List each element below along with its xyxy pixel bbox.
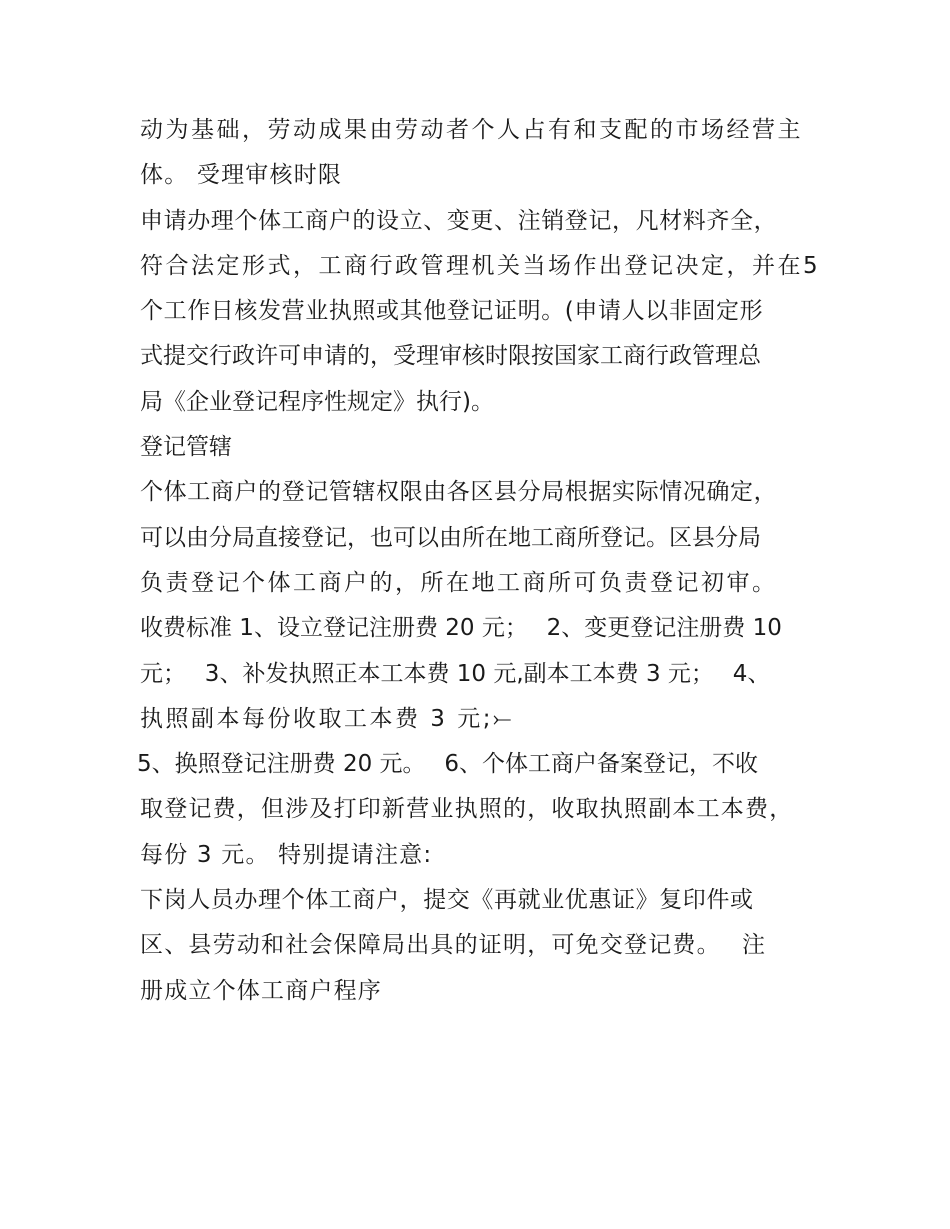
text-line: 5、换照登记注册费 20 元。 6、个体工商户备案登记，不收 [137, 751, 758, 778]
text-line: 执照副本每份收取工本费 3 元;⤚ [140, 705, 514, 732]
text-line: 可以由分局直接登记，也可以由所在地工商所登记。区县分局 [140, 524, 761, 551]
text-line: 册成立个体工商户程序 [140, 977, 382, 1004]
text-line: 体。 受理审核时限 [140, 162, 343, 189]
text-line: 区、县劳动和社会保障局出具的证明，可免交登记费。 注 [140, 932, 767, 959]
text-line: 元； 3、补发执照正本工本费 10 元,副本工本费 3 元； 4、 [140, 660, 771, 687]
text-line: 式提交行政许可申请的，受理审核时限按国家工商行政管理总 [140, 343, 761, 370]
text-line: 每份 3 元。 特别提请注意: [140, 841, 433, 868]
text-line: 登记管辖 [140, 434, 232, 461]
document-body [137, 108, 821, 1014]
text-line: 动为基础，劳动成果由劳动者个人占有和支配的市场经营主 [140, 117, 803, 143]
text-line: 申请办理个体工商户的设立、变更、注销登记，凡材料齐全， [140, 207, 778, 234]
text-line: 个工作日核发营业执照或其他登记证明。(申请人以非固定形 [140, 298, 764, 325]
text-line: 局《企业登记程序性规定》执行)。 [140, 388, 494, 415]
text-line: 个体工商户的登记管辖权限由各区县分局根据实际情况确定， [140, 479, 778, 506]
text-line: 收费标准 1、设立登记注册费 20 元； 2、变更登记注册费 10 [140, 615, 782, 642]
text-line: 取登记费，但涉及打印新营业执照的，收取执照副本工本费， [140, 796, 794, 823]
text-line: 符合法定形式，工商行政管理机关当场作出登记决定，并在5 [140, 252, 821, 279]
text-line: 下岗人员办理个体工商户，提交《再就业优惠证》复印件或 [140, 887, 754, 914]
text-line: 负责登记个体工商户的，所在地工商所可负责登记初审。 [140, 569, 778, 596]
